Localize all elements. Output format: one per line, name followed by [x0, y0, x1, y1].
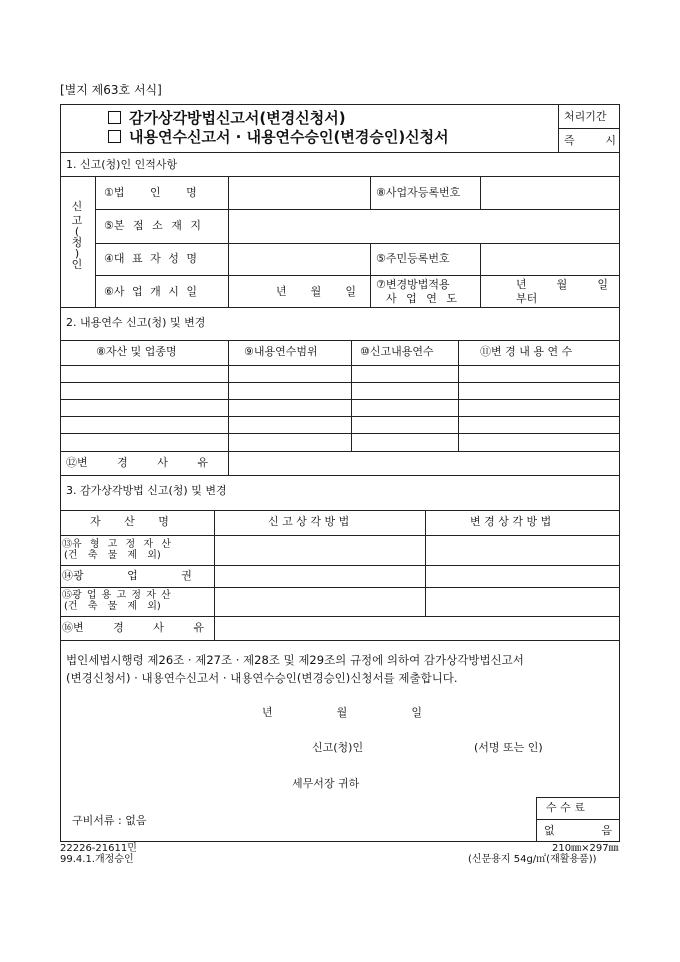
method-change-reason-label: ⑯변 경 사 유	[62, 621, 204, 634]
row-tangible-assets-label: ⑬유 형 고 정 자 산 (건 축 물 제 외)	[62, 539, 171, 561]
form-code: 22226-21611민	[60, 843, 137, 854]
hq-location-label: ⑤본 점 소 재 지	[104, 219, 201, 232]
table-row[interactable]	[61, 434, 619, 450]
start-date-field[interactable]: 년 월 일	[276, 285, 356, 298]
paper-type: (신문용지 54g/㎡(재활용품))	[468, 854, 597, 865]
statement-line-2: (변경신청서) · 내용연수신고서 · 내용연수승인(변경승인)신청서를 제출합니다.	[66, 671, 458, 685]
title-text-2: 내용연수신고서 · 내용연수승인(변경승인)신청서	[129, 128, 449, 146]
row-mining-assets-label: ⑮광 업 용 고 정 자 산 (건 축 물 제 외)	[62, 590, 171, 612]
title-line-1	[108, 110, 346, 126]
submit-date[interactable]: 년 월 일	[262, 706, 422, 719]
col-asset-business: ⑧자산 및 업종명	[96, 345, 177, 358]
row-mining-rights-label: ⑭광 업 권	[62, 569, 192, 582]
processing-period-value	[564, 135, 616, 147]
start-date-label: ⑥사 업 개 시 일	[104, 285, 197, 298]
biz-reg-no-field[interactable]	[482, 178, 618, 207]
col-life-range: ⑨내용연수범위	[244, 345, 318, 358]
rep-name-label: ④대 표 자 성 명	[104, 252, 197, 265]
rep-name-field[interactable]	[230, 245, 368, 273]
addressee: 세무서장 귀하	[292, 777, 360, 790]
section2-heading: 2. 내용연수 신고(청) 및 변경	[66, 316, 206, 329]
form-label: [별지 제63호 서식]	[60, 83, 162, 97]
processing-value: 즉 시	[564, 134, 616, 147]
applicant-label: 신고(청)인	[312, 741, 364, 754]
col-changed-method: 변 경 상 각 방 법	[470, 515, 552, 528]
fee-label: 수 수 료	[546, 801, 585, 814]
life-change-reason-field[interactable]	[230, 453, 618, 473]
processing-period-label: 처리기간	[564, 110, 607, 123]
statement-line-1: 법인세법시행령 제26조 · 제27조 · 제28조 및 제29조의 규정에 의하여 감가상각방법신고서	[66, 653, 524, 667]
resident-no-field[interactable]	[482, 245, 618, 273]
col-changed-life: ⑪변 경 내 용 연 수	[480, 345, 573, 358]
biz-reg-no-label: ⑧사업자등록번호	[376, 186, 461, 199]
title-line-2	[108, 129, 449, 145]
paper-size: 210㎜×297㎜	[552, 843, 619, 854]
change-year-field[interactable]: 년 월 일 부터	[516, 278, 608, 305]
life-change-reason-label: ⑫변 경 사 유	[66, 456, 208, 469]
table-row[interactable]	[61, 417, 619, 432]
table-row[interactable]	[61, 400, 619, 415]
corp-name-label: ①법 인 명	[104, 186, 197, 199]
reported-method-field[interactable]	[216, 537, 423, 614]
col-reported-method: 신 고 상 각 방 법	[268, 515, 350, 528]
corp-name-field[interactable]	[230, 178, 368, 207]
table-row[interactable]	[61, 366, 619, 381]
signature-field[interactable]: (서명 또는 인)	[474, 741, 543, 754]
resident-no-label: ⑤주민등록번호	[376, 252, 450, 265]
required-docs: 구비서류 : 없음	[72, 814, 147, 827]
checkbox-icon[interactable]	[108, 111, 121, 124]
title-text-1: 감가상각방법신고서(변경신청서)	[129, 109, 346, 127]
checkbox-icon[interactable]	[108, 130, 121, 143]
col-reported-life: ⑩신고내용연수	[360, 345, 434, 358]
changed-method-field[interactable]	[427, 537, 618, 614]
col-asset-name: 자 산 명	[90, 515, 169, 528]
applicant-side-label: 신 고 ( 청 ) 인	[71, 200, 83, 271]
table-row[interactable]	[61, 383, 619, 398]
hq-location-field[interactable]	[230, 211, 618, 241]
section3-heading: 3. 감가상각방법 신고(청) 및 변경	[66, 484, 227, 497]
section1-heading: 1. 신고(청)인 인적사항	[66, 158, 178, 171]
change-year-label: ⑦변경방법적용 사 업 연 도	[376, 278, 457, 305]
fee-value: 없 음	[544, 824, 612, 837]
approval-date: 99.4.1.개정승인	[60, 854, 134, 865]
method-change-reason-field[interactable]	[216, 618, 618, 638]
